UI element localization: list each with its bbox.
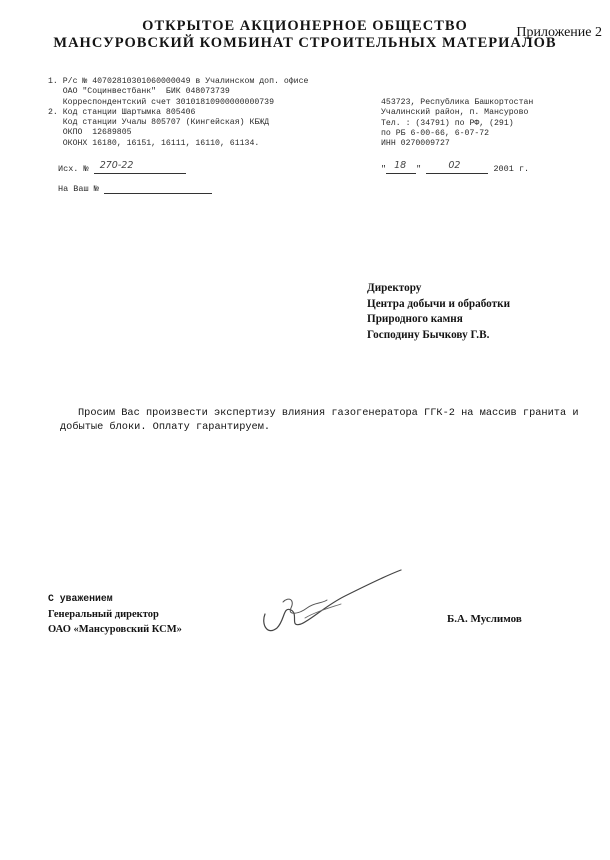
your-ref-field	[58, 183, 212, 194]
handwritten-signature	[255, 566, 405, 641]
appendix-label: Приложение 2	[516, 25, 602, 40]
date-day-blank	[386, 160, 416, 174]
date-field: " 18 " 02 2001 г.	[381, 160, 530, 174]
your-ref-label: На Ваш №	[58, 184, 99, 194]
date-day: 18	[394, 160, 407, 171]
outgoing-label: Исх. №	[58, 164, 89, 174]
addressee-line: Природного камня	[367, 313, 463, 326]
signer-position: Генеральный директор	[48, 608, 159, 620]
requisite-line: ОКОНХ 16180, 16151, 16111, 16110, 61134.	[48, 138, 260, 148]
letter-body: Просим Вас произвести экспертизу влияния газогенератора ГГК-2 на массив гранита и добытые блоки. Оплату гарантируем.	[60, 407, 579, 434]
signer-company: ОАО «Мансуровский КСМ»	[48, 624, 182, 636]
signature-block	[48, 591, 182, 638]
company-address	[381, 98, 533, 149]
requisite-line: ОАО "Социнвестбанк" БИК 048073739	[48, 87, 230, 97]
requisite-line: ОКПО 12689805	[48, 128, 132, 138]
outgoing-blank	[94, 160, 186, 174]
requisite-line: Код станции Учалы 805707 (Кингейская) КБЖД	[48, 118, 270, 128]
closing-greeting: С уважением	[48, 593, 113, 604]
addressee-line: Центра добычи и обработки	[367, 297, 511, 310]
signer-name: Б.А. Муслимов	[447, 613, 522, 625]
addressee-line: Директору	[367, 282, 422, 294]
date-year: 2001 г.	[493, 164, 530, 174]
date-month: 02	[448, 160, 461, 171]
outgoing-number: 270-22	[99, 160, 134, 171]
date-month-blank	[426, 160, 488, 174]
your-ref-blank	[104, 183, 212, 194]
addressee-line: Господину Бычкову Г.В.	[367, 328, 490, 341]
address-line: Тел. : (34791) по РФ, (291)	[381, 118, 514, 128]
company-title-line2: МАНСУРОВСКИЙ КОМБИНАТ СТРОИТЕЛЬНЫХ МАТЕРИАЛОВ	[53, 35, 557, 51]
address-line: Учалинский район, п. Мансурово	[381, 108, 529, 118]
address-line: по РБ 6-00-66, 6-07-72	[381, 128, 490, 138]
address-line: ИНН 0270009727	[381, 139, 450, 149]
bank-requisites	[48, 77, 308, 149]
company-title-line1: ОТКРЫТОЕ АКЦИОНЕРНОЕ ОБЩЕСТВО	[142, 18, 468, 34]
requisite-line: 2. Код станции Шартымка 805406	[48, 107, 196, 117]
requisite-line: Корреспондентский счет 30101810900000000739	[48, 97, 275, 107]
outgoing-number-field	[58, 160, 186, 174]
requisite-line: 1. Р/с № 40702810301060000049 в Учалинском доп. офисе	[48, 77, 309, 86]
addressee-block	[367, 281, 510, 343]
address-line: 453723, Республика Башкортостан	[381, 98, 534, 107]
